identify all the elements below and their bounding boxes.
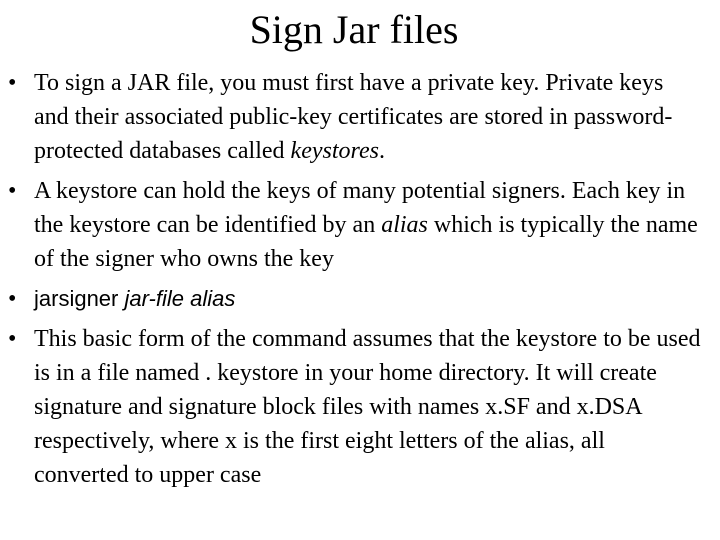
bullet-item-keystores [0, 66, 720, 168]
command-args: jar-file alias [124, 286, 236, 311]
bullet-text: A keystore can hold the keys of many potential signers. Each key in the keystore can be identified by an [34, 178, 686, 238]
bullet-item-alias [0, 174, 720, 276]
command-name: jarsigner [34, 286, 125, 311]
bullet-text-italic: keystores [290, 138, 379, 164]
bullet-text: . [378, 138, 385, 164]
bullet-marker: • [8, 178, 17, 204]
bullet-text-italic: alias [381, 212, 428, 238]
bullet-item-description [0, 322, 720, 492]
bullet-text: This basic form of the command assumes that the keystore to be used is in a file named . keystore in your home directory. It will create signature and signature block files with names x.SF and x.DSA respectively, where x is the first eight letters of the alias, all converted to upper case [34, 326, 701, 488]
bullet-marker: • [8, 70, 17, 96]
bullet-marker: • [8, 326, 17, 352]
bullet-text: which is typically the name of the signer who owns the key [34, 212, 698, 272]
bullet-text: To sign a JAR file, you must first have a private key. Private keys and their associated public-key certificates are stored in password-protected databases called [34, 70, 673, 164]
bullet-list [0, 66, 720, 498]
bullet-item-command [0, 282, 720, 316]
slide-title: Sign Jar files [249, 7, 459, 52]
bullet-marker: • [8, 286, 17, 312]
